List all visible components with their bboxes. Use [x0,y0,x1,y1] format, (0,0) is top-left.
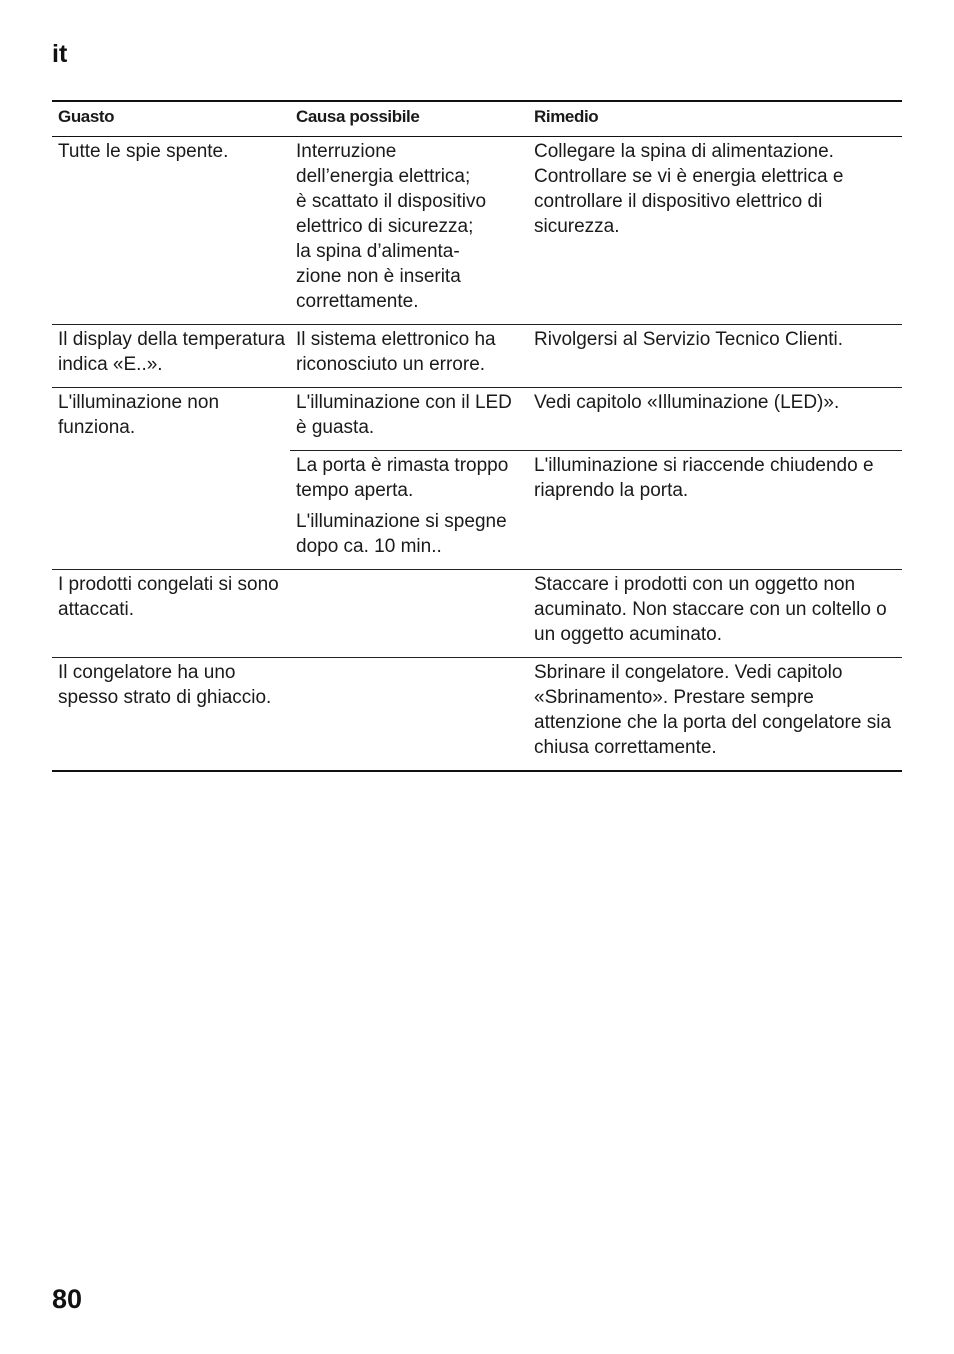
fault-cell: Tutte le spie spente. [52,137,290,325]
cause-cell [290,658,528,772]
cause-note: L'illuminazione si spegne dopo ca. 10 min.. [296,511,507,557]
cause-cell [290,570,528,658]
table-row [52,137,902,325]
table-header-row [52,101,902,137]
fault-cell [52,451,290,570]
language-code: it [52,40,68,68]
table-row [52,325,902,388]
remedy-cell: Vedi capitolo «Illuminazione (LED)». [528,388,902,451]
table-row [52,388,902,451]
troubleshooting-table [52,100,902,772]
cause-cell [290,451,528,570]
cause-cell: Interruzione dell’energia elettrica; è scattato il dispositivo elettrico di sicurezza; la spina d’alimenta- zione non è inserita correttamente. [290,137,528,325]
column-header-cause: Causa possibile [290,101,528,137]
fault-cell: I prodotti congelati si sono attaccati. [52,570,290,658]
column-header-remedy: Rimedio [528,101,902,137]
table-row [52,451,902,570]
remedy-cell: Staccare i prodotti con un oggetto non acuminato. Non staccare con un coltello o un oggetto acuminato. [528,570,902,658]
remedy-cell: Rivolgersi al Servizio Tecnico Clienti. [528,325,902,388]
fault-cell: L'illuminazione non funziona. [58,392,220,438]
remedy-cell: Collegare la spina di alimentazione. Controllare se vi è energia elettrica e controllare il dispositivo elettrico di sicurezza. [528,137,902,325]
remedy-cell: L'illuminazione si riaccende chiudendo e riaprendo la porta. [528,451,902,570]
fault-cell: Il display della temperatura indica «E..». [52,325,290,388]
table-row [52,658,902,772]
table-row [52,570,902,658]
fault-cell: Il congelatore ha uno spesso strato di ghiaccio. [52,658,290,772]
page-number: 80 [52,1284,83,1314]
column-header-fault: Guasto [52,101,290,137]
cause-cell: Il sistema elettronico ha riconosciuto un errore. [290,325,528,388]
remedy-cell: Sbrinare il congelatore. Vedi capitolo «Sbrinamento». Prestare sempre attenzione che la porta del congelatore sia chiusa correttamente. [528,658,902,772]
cause-cell: L'illuminazione con il LED è guasta. [290,388,528,451]
cause-text: La porta è rimasta troppo tempo aperta. [296,455,509,501]
